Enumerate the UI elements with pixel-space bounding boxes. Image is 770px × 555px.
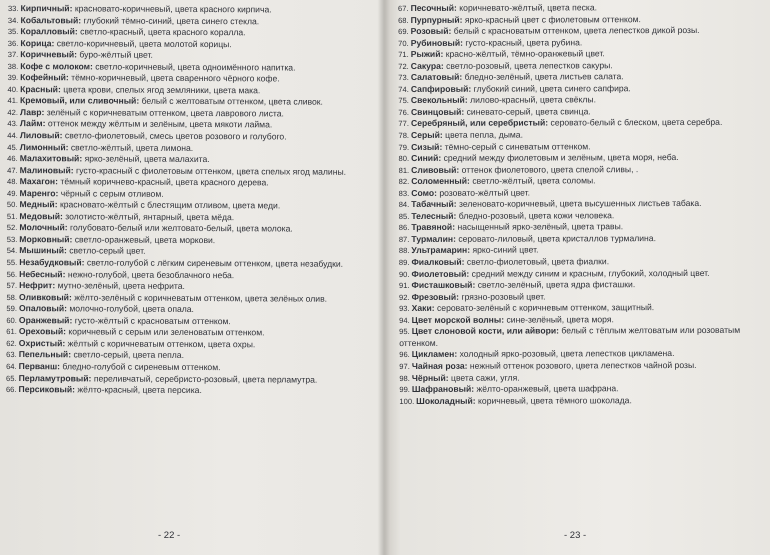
color-term: Пепельный: [18, 349, 72, 360]
color-definition: белый с красноватым оттенком, цвета лепестков дикой розы. [451, 25, 700, 36]
entry-number: 84. [398, 200, 410, 210]
color-definition: коричневый, цвета тёмного шоколада. [475, 394, 632, 406]
entry-number: 50. [6, 200, 18, 210]
entry-number: 47. [7, 165, 18, 175]
color-term: Кирпичный: [20, 3, 73, 14]
entry-number: 49. [6, 188, 18, 198]
color-definition: переливчатый, серебристо-розовый, цвета перламутра. [91, 372, 318, 385]
color-term: Песочный: [410, 2, 457, 13]
color-definition: чёрный с серым отливом. [58, 188, 164, 199]
color-definition: ярко-зелёный, цвета малахита. [82, 153, 210, 165]
color-definition: розовато-жёлтый цвет. [436, 187, 531, 198]
color-definition: цвета сажи, угля. [448, 372, 520, 383]
color-term: Малиновый: [19, 164, 74, 176]
color-term: Рыжий: [410, 49, 444, 60]
color-definition: мутно-зелёный, цвета нефрита. [55, 280, 185, 292]
entry-number: 59. [6, 304, 17, 314]
color-term: Кобальтовый: [20, 14, 82, 25]
entry-number: 64. [6, 361, 17, 372]
color-term: Соломенный: [411, 175, 470, 187]
color-entry [399, 325, 765, 349]
entry-number: 89. [398, 257, 410, 268]
entry-number: 63. [6, 350, 17, 360]
color-term: Фрезовый: [411, 291, 460, 302]
color-definition: густо-красный с фиолетовым оттенком, цвета спелых ягод малины. [73, 165, 347, 177]
color-term: Коралловый: [20, 26, 78, 37]
entry-number: 97. [399, 361, 410, 371]
color-definition: светло-зелёный, цвета ядра фисташки. [475, 279, 636, 290]
entry-number: 69. [398, 27, 409, 37]
entry-number: 75. [398, 96, 409, 106]
color-term: Красный: [20, 83, 61, 95]
entry-number: 43. [7, 119, 18, 129]
entry-number: 62. [6, 338, 17, 348]
color-term: Кофе с молоком: [20, 60, 93, 72]
entry-number: 34. [7, 15, 19, 25]
left-color-list [6, 3, 368, 397]
color-term: Малахитовый: [19, 153, 83, 164]
color-term: Лимонный: [19, 141, 69, 152]
color-definition: светло-жёлтый, цвета лимона. [68, 141, 194, 153]
color-entry [399, 394, 765, 407]
color-definition: светло-красный, цвета красного коралла. [77, 26, 246, 38]
color-definition: серовато-зелёный с коричневым оттенком, защитный. [434, 302, 655, 314]
color-term: Цвет слоновой кости, или айвори: [411, 325, 560, 337]
color-definition: бледно-розовый, цвета кожи человека. [456, 210, 615, 221]
entry-number: 82. [398, 177, 410, 187]
color-term: Сомо: [411, 187, 437, 198]
color-definition: жёлто-оранжевый, цвета шафрана. [474, 383, 619, 394]
color-entry [398, 117, 764, 130]
color-definition: цвета пепла, дыма. [442, 129, 523, 140]
color-term: Корица: [20, 37, 55, 48]
color-term: Охристый: [18, 337, 66, 349]
color-definition: светло-коричневый, цвета одноимённого напитка. [92, 61, 296, 73]
entry-number: 52. [6, 223, 18, 233]
color-definition: бледно-голубой с сиреневым оттенком. [60, 361, 221, 373]
color-term: Телесный: [411, 210, 457, 221]
color-term: Табачный: [411, 199, 457, 210]
color-definition: ярко-красный цвет с фиолетовым оттенком. [462, 13, 641, 25]
entry-number: 72. [398, 61, 409, 71]
color-definition: светло-фиолетовый, цвета фиалки. [464, 256, 610, 267]
entry-number: 78. [398, 130, 410, 141]
entry-number: 80. [398, 154, 410, 164]
entry-number: 53. [6, 234, 18, 244]
color-term: Фиолетовый: [411, 268, 470, 279]
color-term: Мышиный: [19, 245, 67, 256]
color-definition: светло-голубой с лёгким сиреневым оттенком, цвета незабудки. [84, 257, 344, 269]
entry-number: 71. [398, 50, 409, 60]
color-entry [6, 384, 366, 397]
entry-number: 67. [398, 3, 409, 13]
color-definition: грязно-розовый цвет. [459, 291, 546, 302]
entry-number: 40. [7, 84, 19, 94]
color-definition: густо-красный, цвета рубина. [462, 36, 583, 48]
color-term: Шафрановый: [411, 383, 475, 395]
color-term: Молочный: [19, 222, 68, 233]
color-term: Лайм: [19, 118, 46, 129]
color-definition: красновато-жёлтый с блестящим отливом, цвета меди. [57, 199, 281, 211]
entry-number: 92. [399, 292, 410, 302]
color-definition: зелёный с коричневатым оттенком, цвета лаврового листа. [44, 107, 284, 119]
color-term: Сизый: [411, 141, 443, 152]
color-term: Кремовый, или сливочный: [20, 95, 140, 107]
color-term: Розовый: [410, 25, 452, 37]
entry-number: 77. [398, 119, 410, 129]
color-term: Синий: [411, 152, 442, 164]
color-definition: серовато-белый с блеском, цвета серебра. [548, 117, 723, 128]
entry-number: 56. [6, 269, 18, 279]
color-definition: светло-серый, цвета пепла. [71, 349, 185, 361]
color-term: Коричневый: [20, 49, 78, 60]
color-term: Лавр: [19, 106, 45, 118]
page-number-left: - 22 - [158, 530, 181, 541]
color-term: Лиловый: [19, 130, 63, 141]
entry-number: 96. [399, 350, 410, 360]
entry-number: 70. [398, 38, 409, 48]
color-term: Оранжевый: [18, 314, 73, 326]
color-definition: коричневато-жёлтый, цвета песка. [456, 2, 598, 13]
entry-number: 91. [398, 281, 410, 291]
color-definition: буро-жёлтый цвет. [77, 49, 153, 60]
color-term: Цикламен: [411, 349, 458, 360]
entry-number: 44. [7, 131, 18, 141]
entry-number: 33. [7, 3, 19, 14]
color-definition: нежно-голубой, цвета безоблачного неба. [65, 268, 235, 280]
color-definition: белый с тёплым желтоватым или розоватым оттенком. [399, 325, 741, 348]
entry-number: 66. [5, 385, 17, 395]
entry-number: 85. [398, 211, 410, 221]
color-definition: сине-зелёный, цвета моря. [504, 314, 614, 325]
color-definition: лилово-красный, цвета свёклы. [467, 94, 597, 106]
color-definition: серовато-лиловый, цвета кристаллов турмалина. [455, 233, 656, 244]
color-term: Махагон: [19, 176, 59, 187]
color-definition: зеленовато-коричневый, цвета высушенных листьев табака. [456, 198, 702, 210]
color-term: Маренго: [19, 187, 59, 199]
color-definition: средний между синим и красным, глубокий, холодный цвет. [469, 267, 710, 279]
color-term: Сакура: [410, 60, 444, 71]
color-term: Перванш: [18, 361, 61, 372]
color-definition: голубовато-белый или желтовато-белый, цвета молока. [67, 222, 293, 234]
entry-number: 51. [6, 211, 18, 221]
color-term: Свинцовый: [410, 106, 465, 117]
color-definition: светло-жёлтый, цвета соломы. [469, 175, 596, 186]
entry-number: 48. [7, 177, 18, 187]
color-term: Травяной: [411, 222, 456, 233]
entry-number: 45. [7, 142, 18, 152]
entry-number: 99. [399, 385, 410, 395]
entry-number: 94. [399, 315, 410, 325]
color-definition: цвета крови, спелых ягод земляники, цвета мака. [60, 84, 261, 96]
color-definition: светло-оранжевый, цвета моркови. [72, 234, 216, 246]
entry-number: 88. [398, 246, 410, 256]
color-definition: глубокий тёмно-синий, цвета синего стекла. [81, 14, 260, 26]
entry-number: 41. [7, 96, 19, 106]
entry-number: 57. [6, 281, 18, 291]
color-term: Салатовый: [410, 72, 463, 83]
color-term: Шоколадный: [416, 395, 476, 406]
color-term: Небесный: [19, 268, 66, 279]
entry-number: 74. [398, 84, 409, 94]
entry-number: 54. [6, 246, 18, 256]
color-definition: коричневый с серым или зеленоватым оттенком. [66, 326, 265, 338]
entry-number: 93. [399, 304, 410, 314]
color-definition: золотисто-жёлтый, янтарный, цвета мёда. [62, 211, 235, 223]
color-term: Турмалин: [411, 233, 456, 244]
color-definition: холодный ярко-розовый, цвета лепестков цикламена. [457, 348, 675, 360]
color-term: Фиалковый: [411, 256, 465, 267]
color-definition: тёмно-коричневый, цвета сваренного чёрного кофе. [68, 72, 280, 84]
entry-number: 73. [398, 73, 409, 83]
entry-number: 90. [398, 269, 410, 279]
color-definition: молочно-голубой, цвета опала. [66, 303, 194, 315]
left-page [0, 0, 382, 555]
color-definition: красно-жёлтый, тёмно-оранжевый цвет. [443, 48, 605, 60]
entry-number: 55. [6, 258, 18, 268]
color-term: Хаки: [411, 303, 435, 314]
entry-number: 38. [7, 61, 19, 71]
entry-number: 58. [6, 292, 18, 302]
color-term: Опаловый: [18, 303, 68, 314]
color-term: Персиковый: [18, 384, 76, 395]
color-term: Кофейный: [20, 72, 69, 83]
color-definition: жёлто-зелёный с коричневатым оттенком, цвета зелёных олив. [71, 292, 328, 304]
color-definition: насыщенный ярко-зелёный, цвета травы. [455, 221, 624, 233]
color-term: Ореховый: [18, 326, 67, 337]
color-term: Незабудковый: [19, 257, 85, 268]
entry-number: 81. [398, 165, 410, 175]
color-term: Нефрит: [19, 280, 56, 291]
color-definition: красновато-коричневый, цвета красного кирпича. [72, 3, 272, 15]
color-term: Чайная роза: [411, 360, 468, 371]
color-term: Медовый: [19, 210, 63, 222]
color-definition: синевато-серый, цвета свинца. [464, 106, 591, 117]
color-definition: светло-фиолетовый, смесь цветов розового и голубого. [62, 130, 287, 142]
entry-number: 87. [398, 234, 410, 244]
entry-number: 46. [7, 154, 18, 164]
color-term: Цвет морской волны: [411, 314, 505, 325]
entry-number: 83. [398, 188, 410, 198]
entry-number: 95. [399, 327, 410, 337]
color-definition: оттенок между жёлтым и зелёным, цвета мякоти лайма. [45, 118, 273, 130]
color-term: Рубиновый: [410, 37, 464, 48]
color-definition: ярко-синий цвет. [470, 244, 539, 256]
color-definition: средний между фиолетовым и зелёным, цвета моря, неба. [441, 152, 679, 163]
entry-number: 42. [7, 107, 19, 117]
color-term: Фисташковый: [411, 279, 476, 291]
color-definition: жёлтый с коричневатым оттенком, цвета охры. [65, 338, 256, 350]
entry-number: 76. [398, 107, 409, 117]
color-definition: жёлто-красный, цвета персика. [74, 384, 202, 396]
color-term: Перламутровый: [18, 372, 92, 383]
color-definition: тёмный коричнево-красный, цвета красного дерева. [57, 176, 269, 188]
color-definition: белый с желтоватым оттенком, цвета сливок. [139, 96, 323, 108]
color-term: Оливковый: [18, 291, 72, 303]
entry-number: 36. [7, 38, 19, 48]
right-page [388, 0, 770, 555]
page-number-right: - 23 - [564, 530, 587, 541]
entry-number: 39. [7, 73, 19, 83]
color-term: Серый: [411, 129, 443, 140]
entry-number: 86. [398, 223, 410, 233]
color-term: Сливовый: [411, 164, 460, 175]
color-definition: густо-жёлтый с красноватым оттенком. [72, 315, 231, 326]
color-definition: бледно-зелёный, цвета листьев салата. [462, 71, 624, 83]
color-term: Медный: [19, 199, 58, 210]
color-definition: светло-серый цвет. [66, 245, 146, 257]
entry-number: 65. [6, 373, 17, 383]
right-color-list [398, 2, 765, 407]
color-definition: светло-коричневый, цвета молотой корицы. [54, 37, 232, 49]
color-definition: тёмно-серый с синеватым оттенком. [442, 140, 591, 152]
color-definition: глубокий синий, цвета синего сапфира. [471, 83, 631, 94]
color-definition: оттенок фиолетового, цвета спелой сливы, . [459, 163, 639, 175]
entry-number: 98. [399, 373, 410, 383]
color-definition: светло-розовый, цвета лепестков сакуры. [443, 59, 613, 71]
entry-number: 61. [6, 327, 17, 337]
color-term: Ультрамарин: [411, 245, 471, 256]
entry-number: 35. [7, 27, 19, 37]
color-definition: нежный оттенок розового, цвета лепестков чайной розы. [467, 359, 697, 371]
entry-number: 68. [398, 15, 409, 25]
color-term: Чёрный: [411, 372, 449, 383]
color-term: Серебряный, или серебристый: [410, 117, 549, 129]
color-term: Пурпурный: [410, 14, 463, 25]
entry-number: 37. [7, 50, 19, 60]
color-term: Морковный: [19, 234, 73, 245]
entry-number: 100. [399, 396, 415, 406]
entry-number: 60. [6, 315, 17, 325]
color-term: Сапфировый: [410, 83, 472, 94]
entry-number: 79. [398, 142, 410, 152]
color-term: Свекольный: [410, 95, 468, 106]
